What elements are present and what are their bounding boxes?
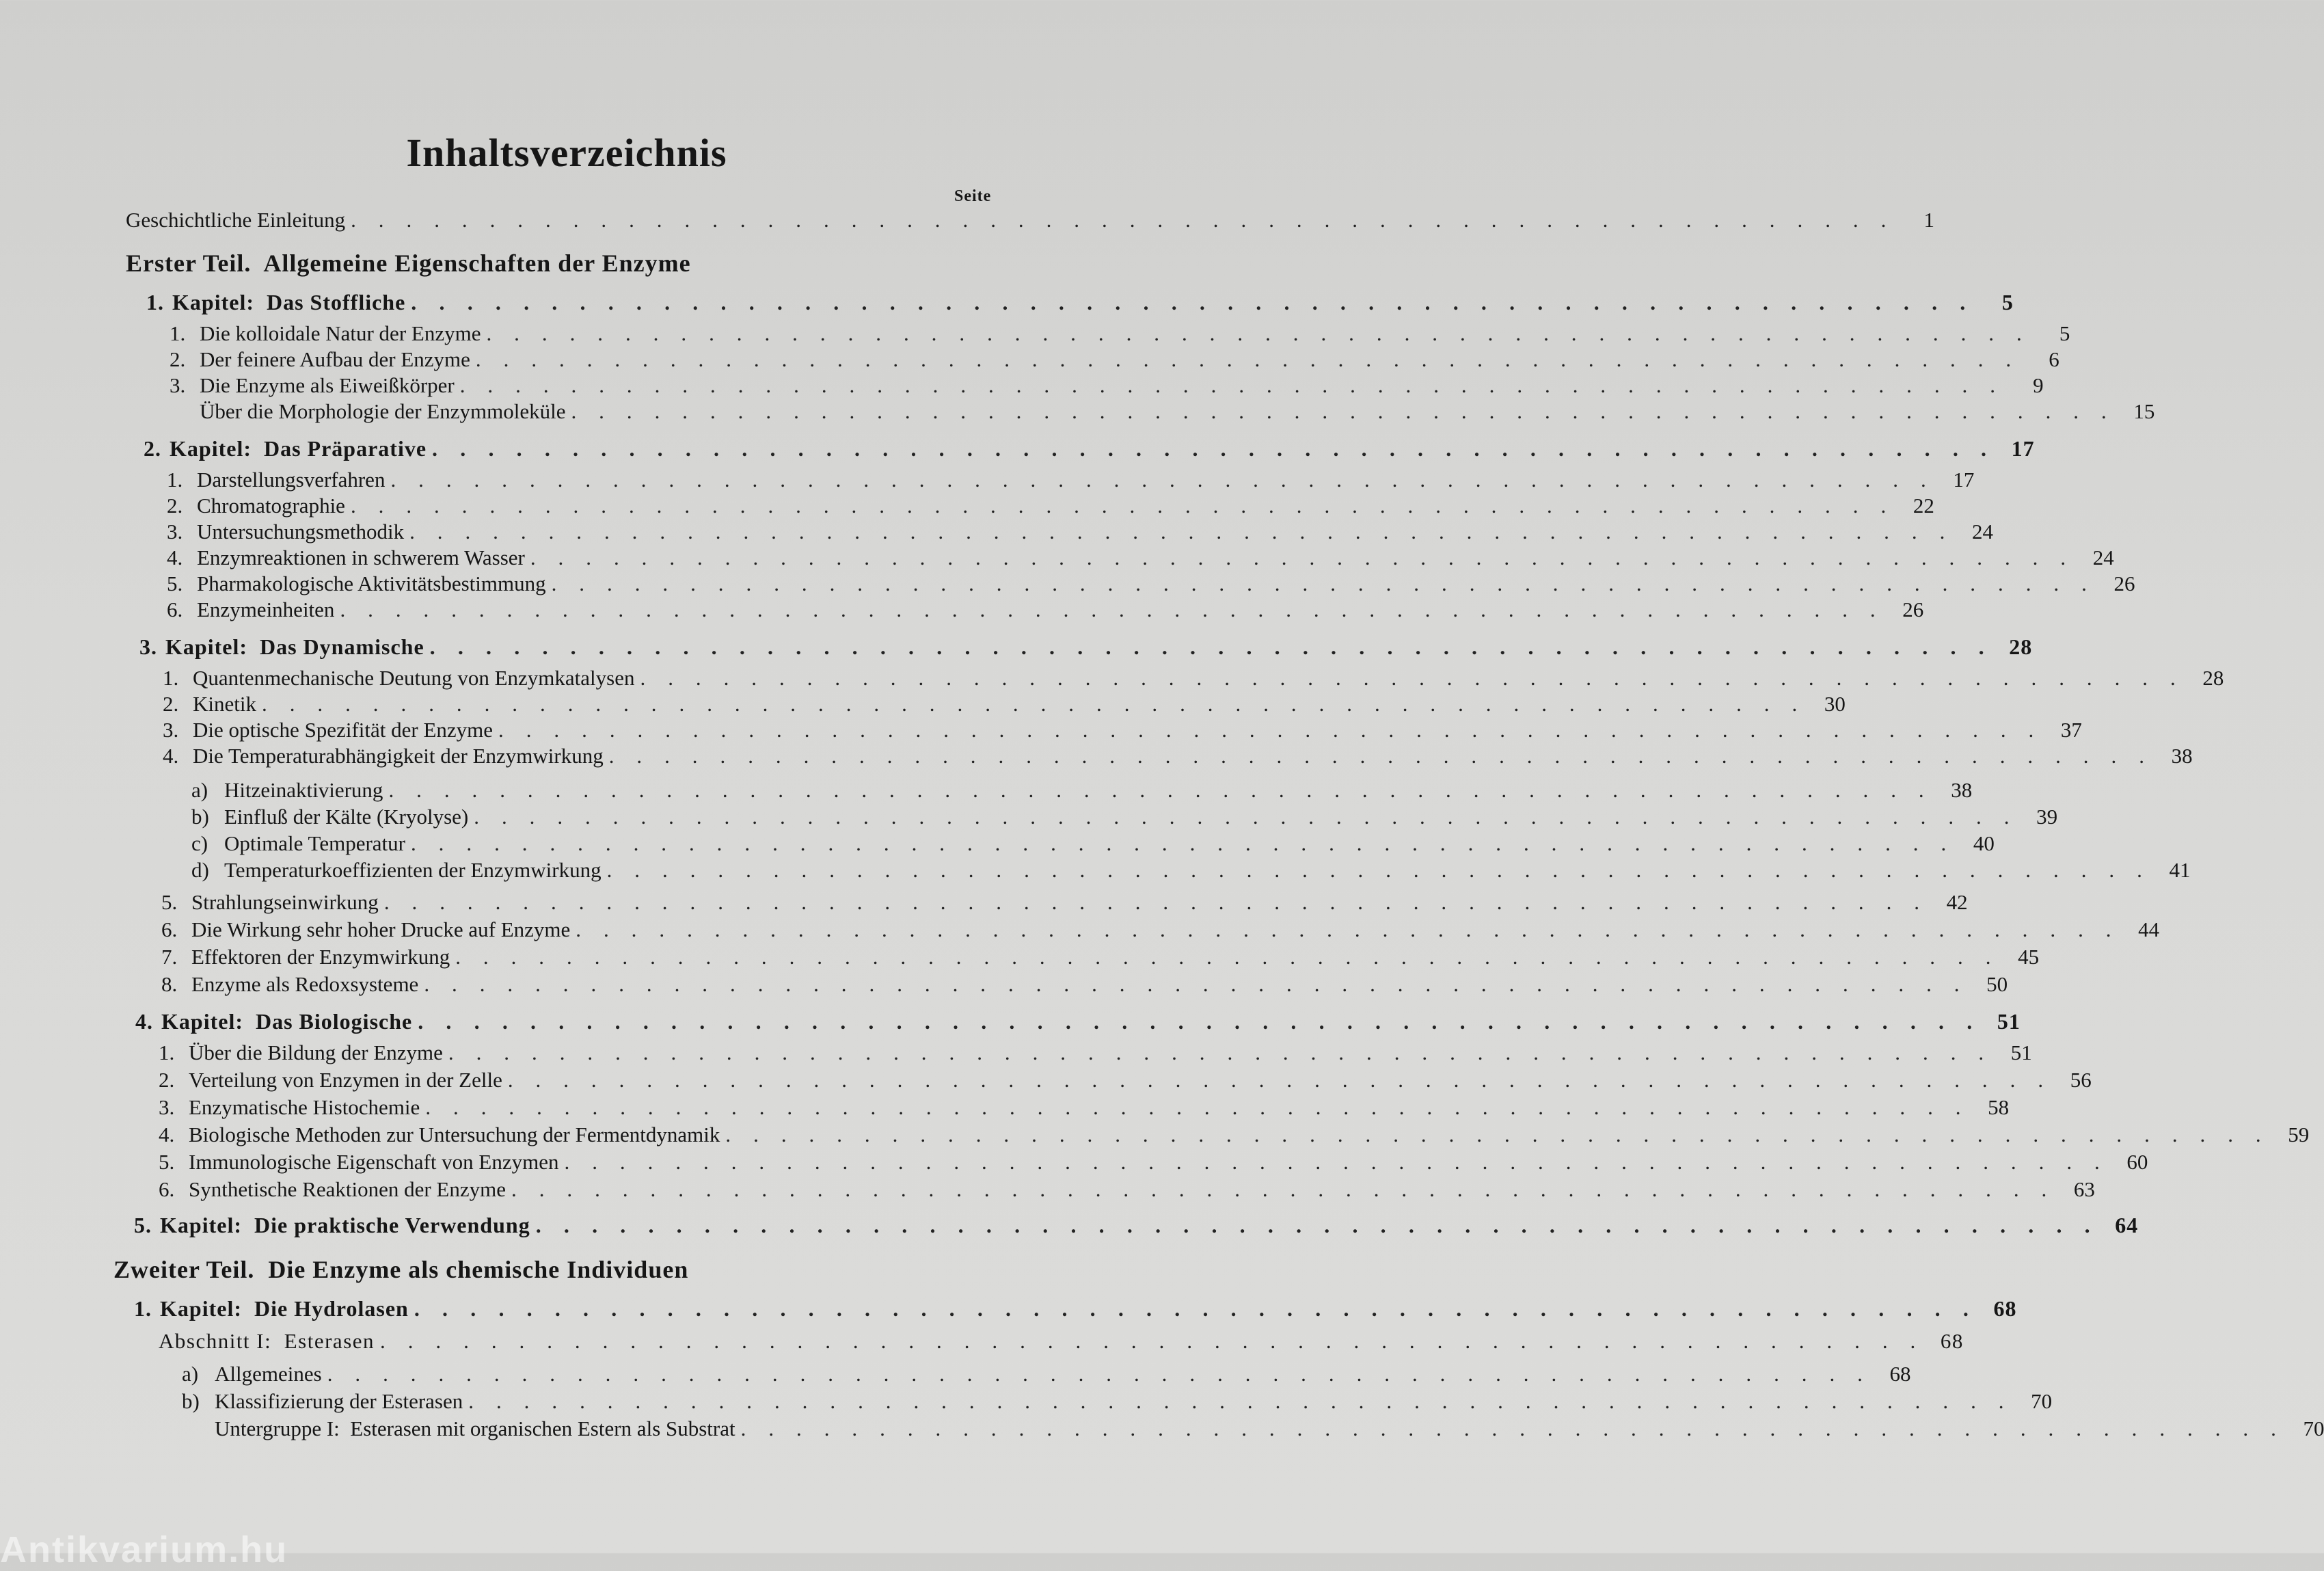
dot-leader: . . . . . . . . . . . . . . . . . . . . . . . . . . . . . . . . . . . . . . . . . . . . . . . . . . . . . . . . — [390, 468, 1935, 492]
dot-leader: . . . . . . . . . . . . . . . . . . . . . . . . . . . . . . . . . . . . . . . . . . . . . . . . . . . . . . . . — [551, 572, 2096, 595]
toc-entry[interactable] — [161, 943, 2040, 971]
entry-page: 38 — [2171, 744, 2193, 768]
entry-page: 70 — [2303, 1416, 2324, 1440]
part-heading-1: Erster Teil. Allgemeine Eigenschaften der Enzyme — [126, 250, 691, 277]
toc-entry[interactable] — [161, 889, 1968, 916]
toc-chapter-3[interactable] — [139, 633, 2033, 660]
entry-title: Die Enzyme als Eiweißkörper — [200, 373, 455, 397]
entry-number: 2. — [167, 494, 183, 518]
entry-page: 17 — [1953, 468, 1975, 492]
entry-number: b) — [182, 1389, 200, 1413]
entry-title: Die Temperaturabhängigkeit der Enzymwirkung — [193, 744, 604, 768]
entry-number: 4. — [163, 744, 179, 768]
dot-leader: . . . . . . . . . . . . . . . . . . . . . . . . . . . . . . . . . . . . . . . . . . . . . . . . . . . . . . . . — [498, 718, 2042, 742]
entry-number: 2. — [159, 1068, 175, 1092]
entry-page: 30 — [1824, 692, 1846, 716]
toc-subentry[interactable] — [182, 1388, 2053, 1415]
toc-chapter-p2-1[interactable] — [134, 1295, 2017, 1322]
entry-title: Chromatographie — [197, 494, 345, 518]
entry-page: 60 — [2126, 1150, 2148, 1174]
entry-title: Kapitel: Das Biologische — [161, 1009, 413, 1034]
toc-entry[interactable] — [159, 1039, 2032, 1066]
entry-number: 8. — [161, 972, 178, 996]
entry-page: 59 — [2288, 1123, 2310, 1146]
entry-title: Untersuchungsmethodik — [197, 520, 405, 543]
toc-entry[interactable] — [170, 320, 2070, 347]
entry-page: 22 — [1913, 494, 1934, 518]
dot-leader: . . . . . . . . . . . . . . . . . . . . . . . . . . . . . . . . . . . . . . . . . . . . . . . . . . . . . . . . — [448, 1040, 1992, 1064]
entry-page: 51 — [2010, 1040, 2032, 1064]
dot-leader: . . . . . . . . . . . . . . . . . . . . . . . . . . . . . . . . . . . . . . . . . . . . . . . . . . . . . . . . — [740, 1416, 2285, 1440]
entry-page: 56 — [2070, 1068, 2092, 1092]
dot-leader: . . . . . . . . . . . . . . . . . . . . . . . . . . . . . . . . . . . . . . . . . . . . . . . . . . . . . . . . — [564, 1150, 2109, 1174]
toc-subentry[interactable] — [191, 803, 2058, 831]
entry-page: 44 — [2138, 917, 2160, 941]
entry-page: 70 — [2031, 1389, 2053, 1413]
toc-chapter-2[interactable] — [144, 435, 2035, 462]
entry-number: 3. — [167, 520, 183, 543]
dot-leader: . . . . . . . . . . . . . . . . . . . . . . . . . . . . . . . . . . . . . . . . . . . . . . . . . . . . . . . . — [414, 1296, 1977, 1321]
entry-page: 68 — [1993, 1296, 2017, 1321]
entry-page: 9 — [2033, 373, 2044, 397]
page-column-label: Seite — [954, 187, 992, 205]
entry-page: 17 — [2011, 436, 2035, 461]
entry-title: Optimale Temperatur — [224, 831, 405, 855]
toc-entry[interactable] — [159, 1149, 2148, 1176]
entry-number: 1. — [146, 290, 164, 314]
entry-title: Temperaturkoeffizienten der Enzymwirkung — [224, 858, 602, 882]
entry-number: 5. — [167, 572, 183, 595]
toc-entry[interactable] — [167, 544, 2114, 572]
dot-leader: . . . . . . . . . . . . . . . . . . . . . . . . . . . . . . . . . . . . . . . . . . . . . . . . . . . . . . . . — [409, 520, 1954, 543]
entry-title: Über die Bildung der Enzyme — [189, 1040, 443, 1064]
entry-number: 1. — [159, 1040, 175, 1064]
toc-subentry[interactable] — [191, 857, 2191, 884]
entry-title: Allgemeines — [215, 1362, 322, 1386]
toc-entry[interactable] — [167, 570, 2135, 597]
entry-number: 2. — [170, 347, 186, 371]
entry-title: Die optische Spezifität der Enzyme — [193, 718, 494, 742]
entry-title: Quantenmechanische Deutung von Enzymkatalysen — [193, 666, 635, 690]
entry-page: 15 — [2133, 399, 2155, 423]
entry-number: a) — [191, 778, 208, 802]
toc-entry[interactable] — [170, 372, 2044, 399]
dot-leader: . . . . . . . . . . . . . . . . . . . . . . . . . . . . . . . . . . . . . . . . . . . . . . . . . . . . . . . . — [608, 744, 2153, 768]
entry-page: 45 — [2018, 945, 2040, 969]
toc-entry[interactable] — [163, 690, 1846, 718]
entry-title: Biologische Methoden zur Untersuchung der Fermentdynamik — [189, 1123, 720, 1146]
toc-entry[interactable] — [159, 1094, 2010, 1121]
toc-entry[interactable] — [159, 1121, 2310, 1149]
entry-title: Über die Morphologie der Enzymmoleküle — [200, 399, 566, 423]
entry-title: Strahlungseinwirkung — [191, 890, 379, 914]
entry-title: Immunologische Eigenschaft von Enzymen — [189, 1150, 559, 1174]
entry-title: Kapitel: Das Stoffliche — [172, 290, 406, 314]
entry-title: Der feinere Aufbau der Enzyme — [200, 347, 470, 371]
entry-page: 63 — [2073, 1177, 2095, 1201]
dot-leader: . . . . . . . . . . . . . . . . . . . . . . . . . . . . . . . . . . . . . . . . . . . . . . . . . . . . . . . . — [511, 1177, 2055, 1201]
entry-number: 2. — [144, 436, 161, 461]
entry-title: Hitzeinaktivierung — [224, 778, 383, 802]
entry-number: 3. — [159, 1095, 175, 1119]
toc-entry[interactable] — [167, 596, 1924, 623]
entry-page: 50 — [1986, 972, 2008, 996]
entry-number: 3. — [139, 634, 157, 659]
entry-page: 1 — [1923, 208, 1934, 232]
dot-leader: . . . . . . . . . . . . . . . . . . . . . . . . . . . . . . . . . . . . . . . . . . . . . . . . . . . . . . . . — [725, 1123, 2270, 1146]
toc-chapter-4[interactable] — [135, 1008, 2021, 1035]
toc-section[interactable] — [159, 1328, 1964, 1355]
dot-leader: . . . . . . . . . . . . . . . . . . . . . . . . . . . . . . . . . . . . . . . . . . . . . . . . . . . . . . . . — [380, 1329, 1924, 1353]
toc-entry[interactable] — [167, 492, 1934, 520]
entry-title: Einfluß der Kälte (Kryolyse) — [224, 805, 469, 829]
entry-page: 68 — [1889, 1362, 1911, 1386]
dot-leader: . . . . . . . . . . . . . . . . . . . . . . . . . . . . . . . . . . . . . . . . . . . . . . . . . . . . . . . . — [640, 666, 2185, 690]
entry-number: 3. — [163, 718, 179, 742]
dot-leader: . . . . . . . . . . . . . . . . . . . . . . . . . . . . . . . . . . . . . . . . . . . . . . . . . . . . . . . . — [468, 1389, 2013, 1413]
entry-title: Untergruppe I: Esterasen mit organischen Estern als Substrat — [215, 1416, 735, 1440]
toc-entry[interactable] — [200, 398, 2155, 425]
dot-leader: . . . . . . . . . . . . . . . . . . . . . . . . . . . . . . . . . . . . . . . . . . . . . . . . . . . . . . . . — [455, 945, 2000, 969]
entry-page: 38 — [1951, 778, 1973, 802]
entry-page: 28 — [2202, 666, 2224, 690]
dot-leader: . . . . . . . . . . . . . . . . . . . . . . . . . . . . . . . . . . . . . . . . . . . . . . . . . . . . . . . . — [507, 1068, 2052, 1092]
entry-page: 5 — [2001, 290, 2014, 314]
dot-leader: . . . . . . . . . . . . . . . . . . . . . . . . . . . . . . . . . . . . . . . . . . . . . . . . . . . . . . . . — [535, 1213, 2099, 1237]
entry-title: Abschnitt I: Esterasen — [159, 1329, 375, 1353]
toc-subentry[interactable] — [191, 777, 1973, 804]
entry-title: Pharmakologische Aktivitätsbestimmung — [197, 572, 546, 595]
toc-entry[interactable] — [163, 716, 2082, 744]
dot-leader: . . . . . . . . . . . . . . . . . . . . . . . . . . . . . . . . . . . . . . . . . . . . . . . . . . . . . . . . — [459, 373, 2004, 397]
entry-number: 4. — [167, 546, 183, 569]
entry-title: Kapitel: Das Dynamische — [165, 634, 424, 659]
dot-leader: . . . . . . . . . . . . . . . . . . . . . . . . . . . . . . . . . . . . . . . . . . . . . . . . . . . . . . . . — [425, 1095, 1970, 1119]
entry-number: 4. — [159, 1123, 175, 1146]
entry-page: 68 — [1940, 1329, 1964, 1353]
page-title: Inhaltsverzeichnis — [406, 131, 727, 175]
entry-page: 37 — [2060, 718, 2082, 742]
toc-entry[interactable] — [161, 971, 2008, 998]
entry-page: 24 — [1971, 520, 1993, 543]
dot-leader: . . . . . . . . . . . . . . . . . . . . . . . . . . . . . . . . . . . . . . . . . . . . . . . . . . . . . . . . — [429, 634, 1993, 659]
entry-number: 1. — [170, 321, 186, 345]
toc-entry[interactable] — [163, 742, 2193, 770]
entry-title: Synthetische Reaktionen der Enzyme — [189, 1177, 506, 1201]
dot-leader: . . . . . . . . . . . . . . . . . . . . . . . . . . . . . . . . . . . . . . . . . . . . . . . . . . . . . . . . — [486, 321, 2031, 345]
entry-number: 6. — [159, 1177, 175, 1201]
dot-leader: . . . . . . . . . . . . . . . . . . . . . . . . . . . . . . . . . . . . . . . . . . . . . . . . . . . . . . . . — [432, 436, 1995, 461]
toc-entry[interactable] — [159, 1176, 2095, 1203]
entry-title: Verteilung von Enzymen in der Zelle — [189, 1068, 502, 1092]
watermark: Antikvarium.hu — [0, 1529, 288, 1570]
toc-subentry[interactable] — [182, 1360, 1911, 1388]
entry-page: 26 — [1902, 597, 1924, 621]
entry-number: 5. — [159, 1150, 175, 1174]
entry-title: Kapitel: Das Präparative — [170, 436, 427, 461]
entry-page: 5 — [2059, 321, 2070, 345]
entry-page: 28 — [2009, 634, 2033, 659]
entry-number: 5. — [134, 1213, 152, 1237]
toc-entry-intro[interactable] — [126, 206, 1934, 234]
entry-title: Geschichtliche Einleitung — [126, 208, 346, 232]
entry-number: 5. — [161, 890, 178, 914]
dot-leader: . . . . . . . . . . . . . . . . . . . . . . . . . . . . . . . . . . . . . . . . . . . . . . . . . . . . . . . . — [576, 917, 2120, 941]
toc-entry[interactable] — [163, 664, 2224, 692]
entry-number: a) — [182, 1362, 199, 1386]
dot-leader: . . . . . . . . . . . . . . . . . . . . . . . . . . . . . . . . . . . . . . . . . . . . . . . . . . . . . . . . — [383, 890, 1928, 914]
entry-number: d) — [191, 858, 209, 882]
dot-leader: . . . . . . . . . . . . . . . . . . . . . . . . . . . . . . . . . . . . . . . . . . . . . . . . . . . . . . . . — [327, 1362, 1872, 1386]
entry-title: Darstellungsverfahren — [197, 468, 386, 492]
entry-page: 41 — [2169, 858, 2191, 882]
dot-leader: . . . . . . . . . . . . . . . . . . . . . . . . . . . . . . . . . . . . . . . . . . . . . . . . . . . . . . . . — [262, 692, 1806, 716]
entry-title: Kinetik — [193, 692, 256, 716]
entry-number: 4. — [135, 1009, 153, 1034]
entry-number: 6. — [161, 917, 178, 941]
dot-leader: . . . . . . . . . . . . . . . . . . . . . . . . . . . . . . . . . . . . . . . . . . . . . . . . . . . . . . . . — [474, 805, 2018, 829]
dot-leader: . . . . . . . . . . . . . . . . . . . . . . . . . . . . . . . . . . . . . . . . . . . . . . . . . . . . . . . . — [418, 1009, 1981, 1034]
toc-entry[interactable] — [167, 466, 1975, 494]
toc-entry[interactable] — [159, 1066, 2092, 1094]
entry-number: 7. — [161, 945, 178, 969]
entry-page: 39 — [2036, 805, 2058, 829]
entry-page: 51 — [1997, 1009, 2021, 1034]
toc-chapter-5[interactable] — [134, 1211, 2139, 1239]
dot-leader: . . . . . . . . . . . . . . . . . . . . . . . . . . . . . . . . . . . . . . . . . . . . . . . . . . . . . . . . — [410, 831, 1955, 855]
dot-leader: . . . . . . . . . . . . . . . . . . . . . . . . . . . . . . . . . . . . . . . . . . . . . . . . . . . . . . . . — [351, 208, 1895, 232]
dot-leader: . . . . . . . . . . . . . . . . . . . . . . . . . . . . . . . . . . . . . . . . . . . . . . . . . . . . . . . . — [411, 290, 1974, 314]
entry-number: 1. — [167, 468, 183, 492]
toc-subentry[interactable] — [215, 1415, 2324, 1442]
part-heading-2: Zweiter Teil. Die Enzyme als chemische Individuen — [113, 1256, 689, 1283]
entry-page: 24 — [2092, 546, 2114, 569]
entry-number: b) — [191, 805, 209, 829]
dot-leader: . . . . . . . . . . . . . . . . . . . . . . . . . . . . . . . . . . . . . . . . . . . . . . . . . . . . . . . . — [424, 972, 1969, 996]
toc-entry[interactable] — [170, 346, 2059, 373]
entry-page: 40 — [1973, 831, 1995, 855]
dot-leader: . . . . . . . . . . . . . . . . . . . . . . . . . . . . . . . . . . . . . . . . . . . . . . . . . . . . . . . . — [475, 347, 2020, 371]
dot-leader: . . . . . . . . . . . . . . . . . . . . . . . . . . . . . . . . . . . . . . . . . . . . . . . . . . . . . . . . — [350, 494, 1895, 518]
dot-leader: . . . . . . . . . . . . . . . . . . . . . . . . . . . . . . . . . . . . . . . . . . . . . . . . . . . . . . . . — [606, 858, 2151, 882]
toc-entry[interactable] — [161, 916, 2160, 943]
entry-page: 26 — [2113, 572, 2135, 595]
toc-subentry[interactable] — [191, 830, 1995, 857]
entry-title: Enzyme als Redoxsysteme — [191, 972, 419, 996]
dot-leader: . . . . . . . . . . . . . . . . . . . . . . . . . . . . . . . . . . . . . . . . . . . . . . . . . . . . . . . . — [388, 778, 1933, 802]
entry-title: Klassifizierung der Esterasen — [215, 1389, 463, 1413]
entry-page: 58 — [1988, 1095, 2010, 1119]
entry-title: Enzymeinheiten — [197, 597, 335, 621]
toc-entry[interactable] — [167, 518, 1993, 546]
toc-chapter-1[interactable] — [146, 288, 2014, 316]
dot-leader: . . . . . . . . . . . . . . . . . . . . . . . . . . . . . . . . . . . . . . . . . . . . . . . . . . . . . . . . — [530, 546, 2075, 569]
entry-title: Die kolloidale Natur der Enzyme — [200, 321, 481, 345]
entry-number: 6. — [167, 597, 183, 621]
entry-title: Kapitel: Die Hydrolasen — [160, 1296, 409, 1321]
entry-page: 6 — [2049, 347, 2059, 371]
entry-page: 42 — [1946, 890, 1968, 914]
entry-title: Kapitel: Die praktische Verwendung — [160, 1213, 530, 1237]
entry-title: Enzymatische Histochemie — [189, 1095, 420, 1119]
entry-number: 1. — [163, 666, 179, 690]
entry-page: 64 — [2115, 1213, 2139, 1237]
entry-number: c) — [191, 831, 208, 855]
entry-number: 2. — [163, 692, 179, 716]
dot-leader: . . . . . . . . . . . . . . . . . . . . . . . . . . . . . . . . . . . . . . . . . . . . . . . . . . . . . . . . — [571, 399, 2116, 423]
entry-number: 3. — [170, 373, 186, 397]
dot-leader: . . . . . . . . . . . . . . . . . . . . . . . . . . . . . . . . . . . . . . . . . . . . . . . . . . . . . . . . — [340, 597, 1884, 621]
entry-title: Enzymreaktionen in schwerem Wasser — [197, 546, 525, 569]
entry-title: Effektoren der Enzymwirkung — [191, 945, 450, 969]
entry-number: 1. — [134, 1296, 152, 1321]
entry-title: Die Wirkung sehr hoher Drucke auf Enzyme — [191, 917, 571, 941]
